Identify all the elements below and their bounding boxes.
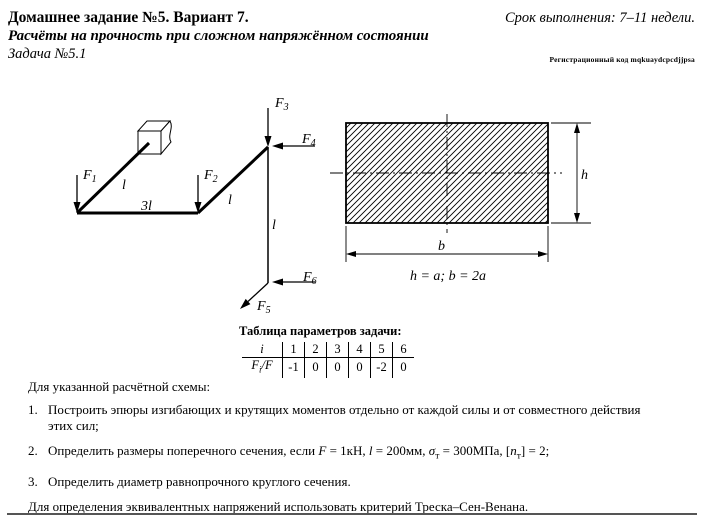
tasks-footer: Для определения эквивалентных напряжений использовать критерий Треска–Сен-Венана. bbox=[28, 498, 529, 514]
force-label-f2: $F_2$ bbox=[204, 168, 218, 185]
tasks-intro: Для указанной расчётной схемы: bbox=[28, 379, 211, 394]
task-2-text: Определить размеры поперечного сечения, если F = 1кН, l = 200мм, $\sigma_т = 300МПа$, $[n_т] = 2$; bbox=[48, 443, 550, 462]
deadline-text: Срок выполнения: 7–11 недели. bbox=[504, 10, 695, 26]
index-cell-3: 3 bbox=[327, 342, 349, 358]
height-dimension-label: h bbox=[581, 168, 588, 183]
length-label-anchor-rod: l bbox=[122, 178, 126, 193]
registration-code: Регистрационный код mqkuaydcpcdjjpsa bbox=[549, 55, 695, 64]
length-label-vertical-rod: l bbox=[272, 218, 276, 233]
table-row-force-ratio bbox=[242, 358, 414, 378]
task-item-2 bbox=[28, 443, 664, 465]
ratio-cell-3: 0 bbox=[327, 358, 349, 378]
force-label-f3: $F_3$ bbox=[275, 96, 289, 113]
parameters-table bbox=[242, 342, 414, 378]
parameters-table-block bbox=[239, 324, 414, 378]
header bbox=[8, 9, 695, 63]
width-dimension-label: b bbox=[438, 239, 445, 254]
length-label-bottom-rod: 3l bbox=[141, 199, 152, 214]
scheme-drawing bbox=[0, 85, 703, 320]
force-label-f6: $F_6$ bbox=[303, 270, 317, 287]
task-item-1 bbox=[28, 402, 664, 434]
task-number: Задача №5.1 bbox=[8, 46, 87, 62]
length-label-diagonal-rod: l bbox=[228, 193, 232, 208]
parameters-table-title: Таблица параметров задачи: bbox=[239, 324, 402, 338]
index-row-header: i bbox=[260, 342, 264, 356]
task-3-number: 3. bbox=[28, 473, 38, 489]
force-label-f5: $F_5$ bbox=[257, 299, 271, 316]
ratio-cell-2: 0 bbox=[305, 358, 327, 378]
index-cell-6: 6 bbox=[393, 342, 415, 358]
assignment-subtitle: Расчёты на прочность при сложном напряжённом состоянии bbox=[8, 28, 429, 44]
header-row-1 bbox=[8, 9, 695, 27]
assignment-title: Домашнее задание №5. Вариант 7. bbox=[8, 9, 249, 26]
force-arrow-f3 bbox=[265, 108, 272, 147]
bottom-rule bbox=[7, 513, 697, 515]
ratio-cell-4: 0 bbox=[349, 358, 371, 378]
task-3-text: Определить диаметр равнопрочного круглого сечения. bbox=[48, 473, 351, 489]
index-cell-4: 4 bbox=[349, 342, 371, 358]
index-cell-5: 5 bbox=[371, 342, 393, 358]
ratio-cell-1: -1 bbox=[283, 358, 305, 378]
force-arrow-f1 bbox=[74, 175, 81, 213]
frame-diagram bbox=[74, 96, 317, 316]
task-1-text: Построить эпюры изгибающих и крутящих моментов отдельно от каждой силы и от совместного действия этих сил; bbox=[48, 402, 641, 433]
task-statements bbox=[28, 379, 664, 515]
section-relation-caption: h = a; b = 2a bbox=[409, 269, 487, 284]
task-1-number: 1. bbox=[28, 402, 38, 417]
force-label-f1: $F_1$ bbox=[83, 168, 97, 185]
task-2-number: 2. bbox=[28, 443, 38, 458]
cross-section-diagram bbox=[330, 114, 591, 284]
ratio-row-header: $F_i/F$ bbox=[242, 358, 283, 378]
header-row-3 bbox=[8, 46, 695, 63]
table-row-index bbox=[242, 342, 414, 358]
ratio-cell-6: 0 bbox=[393, 358, 415, 378]
force-arrow-f2 bbox=[195, 175, 202, 213]
force-label-f4: $F_4$ bbox=[302, 132, 316, 149]
task-item-3 bbox=[28, 474, 664, 490]
ratio-cell-5: -2 bbox=[371, 358, 393, 378]
index-cell-1: 1 bbox=[283, 342, 305, 358]
index-cell-2: 2 bbox=[305, 342, 327, 358]
